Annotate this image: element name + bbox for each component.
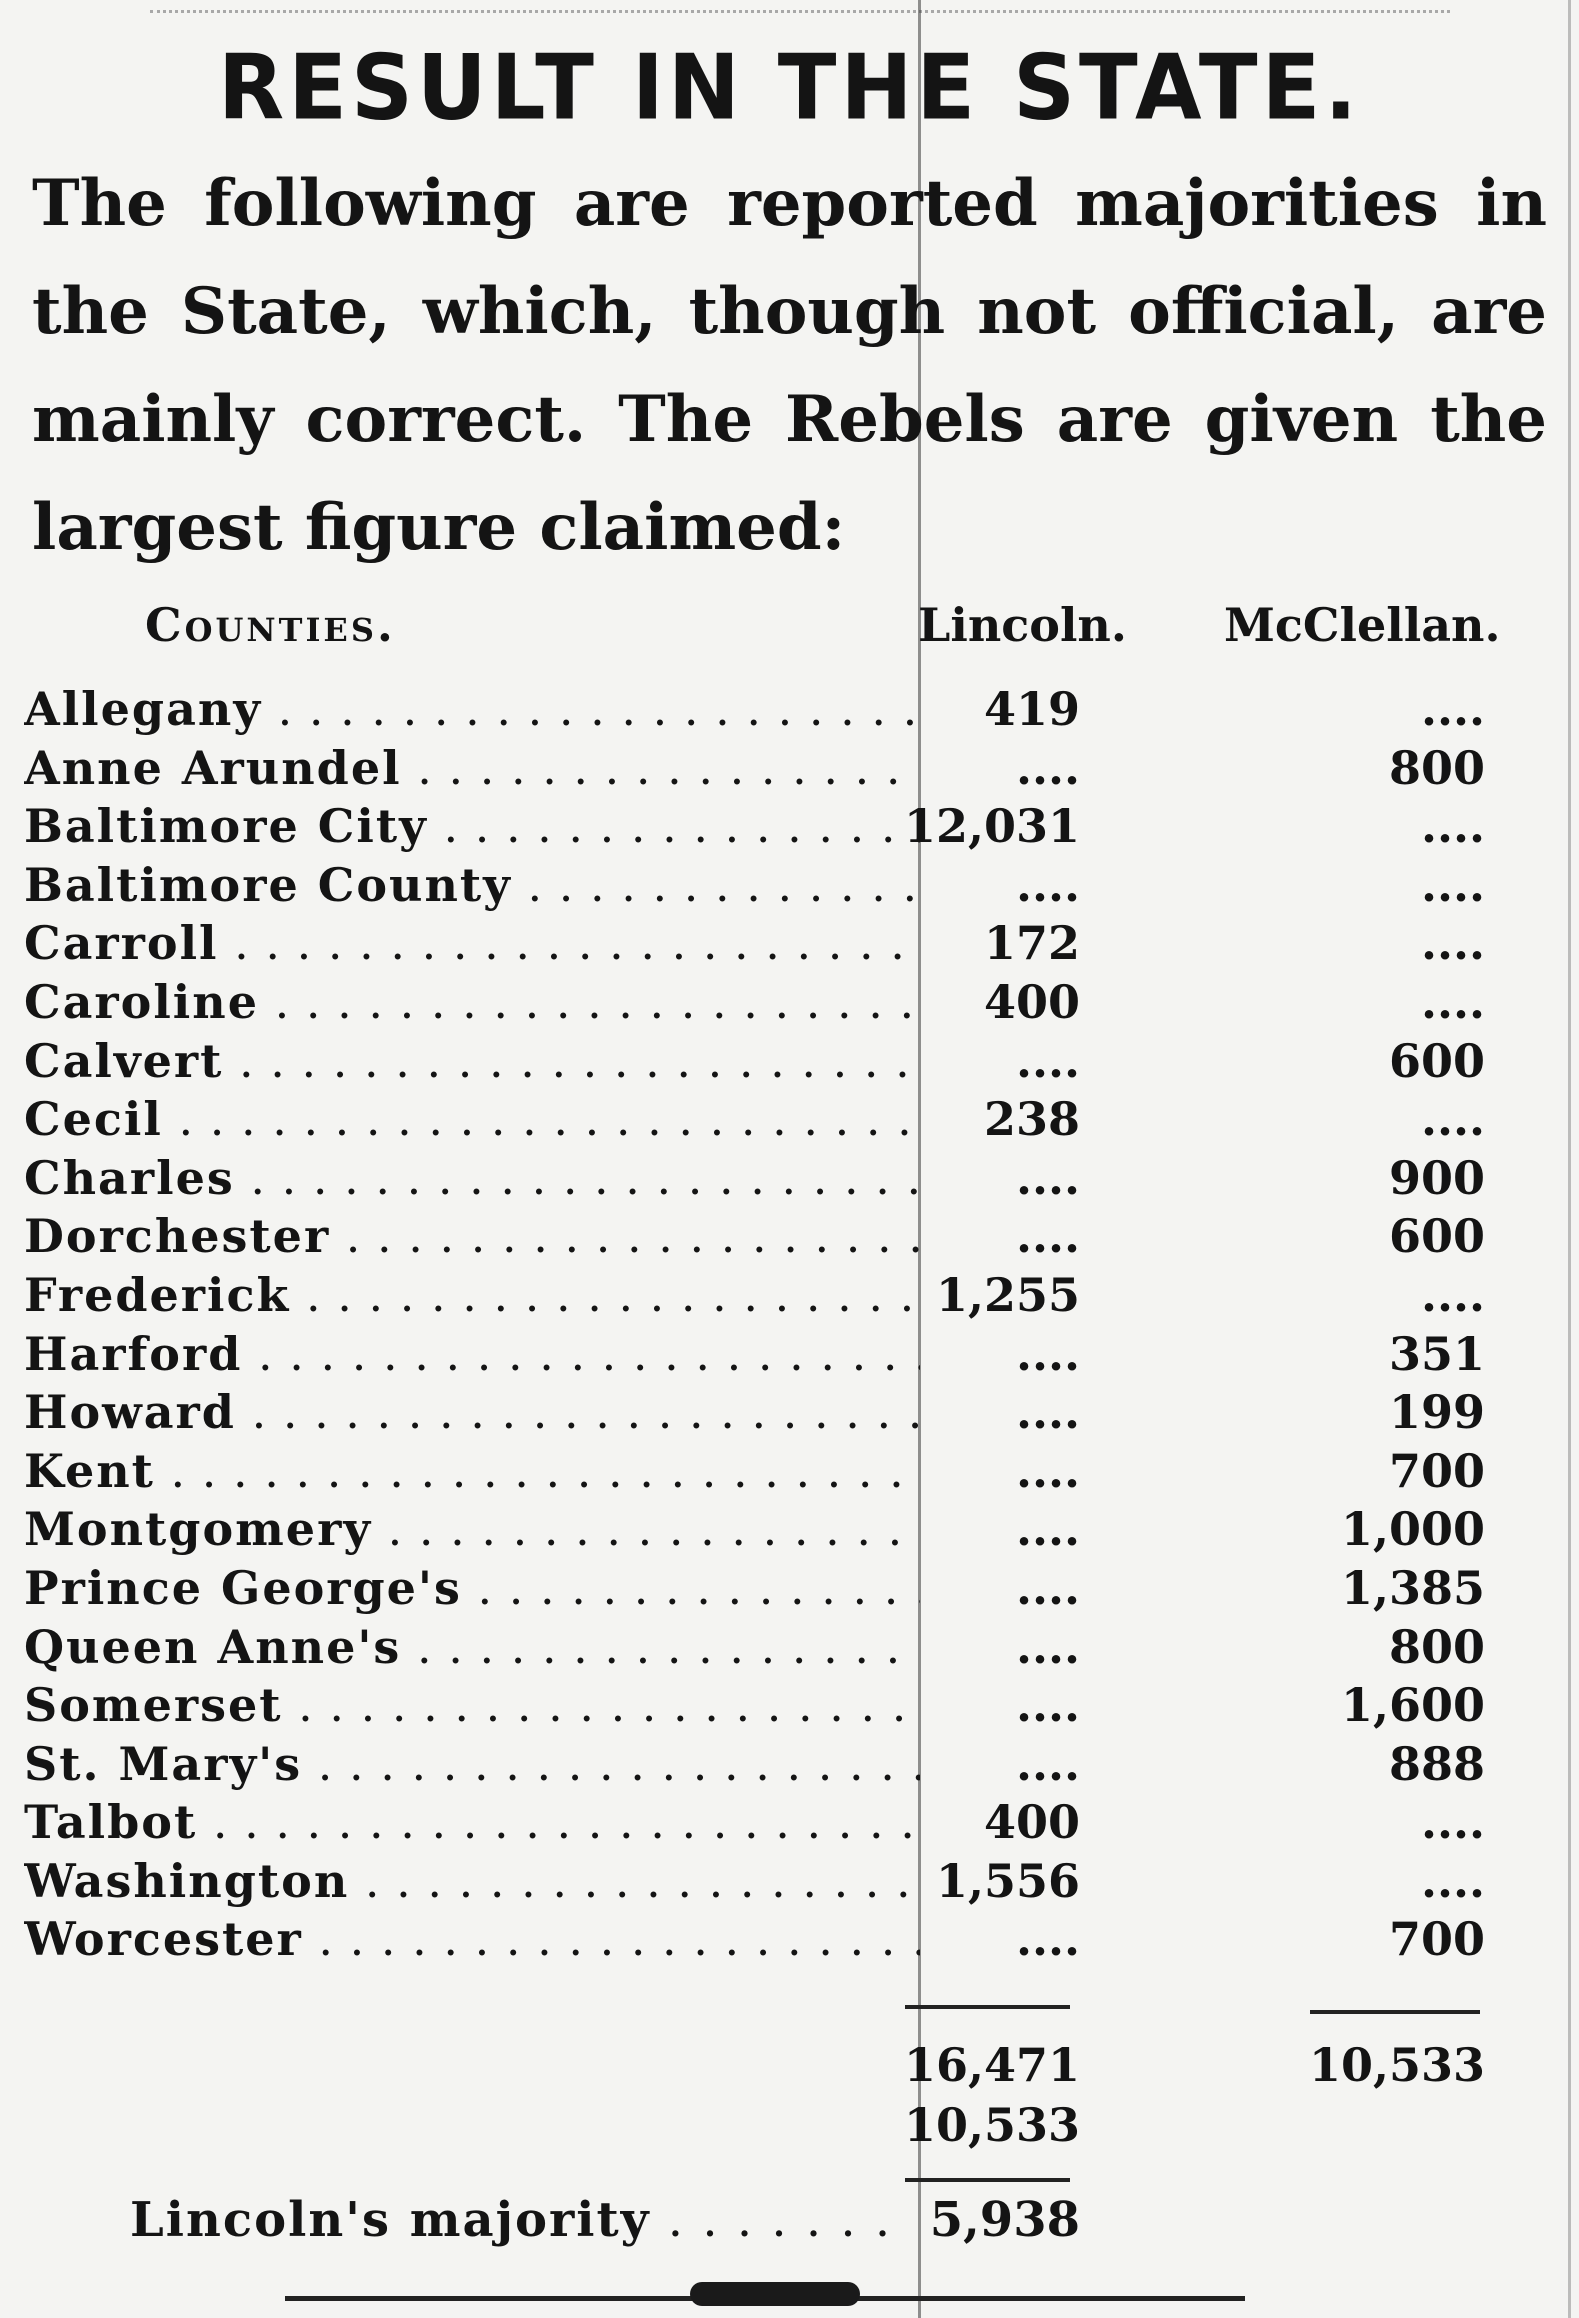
mcclellan-majority: ....: [1420, 1795, 1485, 1850]
ornament-dash: [690, 2282, 860, 2306]
county-name: Howard . . .: [24, 1383, 920, 1441]
county-name: Somerset . . .: [24, 1676, 920, 1734]
county-name: Baltimore City . . .: [24, 797, 920, 855]
table-row: [0, 797, 1579, 856]
lincoln-majority: ....: [1015, 1736, 1080, 1791]
county-name: Talbot . . .: [24, 1793, 920, 1851]
mcclellan-majority: 700: [1388, 1912, 1485, 1967]
mcclellan-majority: 900: [1388, 1150, 1485, 1205]
lincoln-majority: ....: [1015, 1912, 1080, 1967]
table-row: [0, 1735, 1579, 1794]
mcclellan-majority: 800: [1388, 1619, 1485, 1674]
mcclellan-majority: 1,385: [1340, 1560, 1485, 1615]
lincoln-majority: 1,556: [935, 1853, 1080, 1908]
county-name: Charles . . .: [24, 1149, 920, 1207]
mcclellan-majority: ....: [1420, 974, 1485, 1029]
county-name: Montgomery . . .: [24, 1500, 920, 1558]
lincoln-majority: 172: [983, 916, 1080, 971]
table-row: [0, 1266, 1579, 1325]
table-row: [0, 1383, 1579, 1442]
lincoln-majority: ....: [1015, 1619, 1080, 1674]
lincoln-majority: 400: [983, 974, 1080, 1029]
mcclellan-majority: ....: [1420, 1853, 1485, 1908]
lincoln-majority: ....: [1015, 1150, 1080, 1205]
mcclellan-majority: 1,600: [1340, 1678, 1485, 1733]
table-row: [0, 914, 1579, 973]
lincoln-majority: ....: [1015, 1326, 1080, 1381]
mcclellan-total: 10,533: [1308, 2038, 1485, 2092]
county-name: Cecil . . .: [24, 1090, 920, 1148]
intro-paragraph: The following are reported majorities in the State, which, though not official, are mainly correct. The Rebels are given the largest figure claimed:: [32, 166, 1547, 565]
table-row: [0, 1793, 1579, 1852]
lincoln-column-header: Lincoln.: [918, 598, 1127, 652]
table-row: [0, 1442, 1579, 1501]
mcclellan-majority: 888: [1388, 1736, 1485, 1791]
mcclellan-majority: ....: [1420, 799, 1485, 854]
lincoln-majority: ....: [1015, 1502, 1080, 1557]
lincoln-total: 16,471: [903, 2038, 1080, 2092]
mcclellan-majority: 700: [1388, 1443, 1485, 1498]
county-name: Worcester . . .: [24, 1910, 920, 1968]
lincoln-majority: ....: [1015, 1678, 1080, 1733]
table-row: [0, 1676, 1579, 1735]
county-name: Frederick . . .: [24, 1266, 920, 1324]
mcclellan-majority: 351: [1388, 1326, 1485, 1381]
lincoln-majority: ....: [1015, 740, 1080, 795]
county-name: Allegany . . .: [24, 680, 920, 738]
mcclellan-majority: ....: [1420, 682, 1485, 736]
majority-value: 5,938: [929, 2192, 1080, 2248]
table-row: [0, 1090, 1579, 1149]
county-results-table: [0, 680, 1579, 1969]
county-name: Carroll . . .: [24, 914, 920, 972]
lincoln-majority: 1,255: [935, 1267, 1080, 1322]
lincoln-majority: ....: [1015, 1560, 1080, 1615]
table-row: [0, 1559, 1579, 1618]
county-name: Calvert . . .: [24, 1032, 920, 1090]
lincoln-majority: 419: [983, 682, 1080, 736]
county-name: Dorchester . . .: [24, 1207, 920, 1265]
headline: RESULT IN THE STATE.: [217, 35, 1362, 141]
lincoln-majority: 400: [983, 1795, 1080, 1850]
table-row: [0, 1032, 1579, 1091]
mcclellan-majority: 1,000: [1340, 1502, 1485, 1557]
lincoln-majority: ....: [1015, 1033, 1080, 1088]
county-name: Washington . . .: [24, 1852, 920, 1910]
mcclellan-majority: ....: [1420, 1267, 1485, 1322]
table-row: [0, 739, 1579, 798]
table-row: [0, 856, 1579, 915]
table-row: [0, 1325, 1579, 1384]
county-name: St. Mary's . . .: [24, 1735, 920, 1793]
majority-rule: [905, 2178, 1070, 2182]
lincoln-majority: ....: [1015, 1385, 1080, 1440]
lincoln-majority: 12,031: [903, 799, 1080, 854]
counties-column-header: Counties.: [145, 598, 396, 652]
top-dotted-rule: [150, 0, 1450, 13]
table-row: [0, 973, 1579, 1032]
lincoln-majority: 238: [983, 1092, 1080, 1147]
county-name: Caroline . . .: [24, 973, 920, 1031]
table-row: [0, 1207, 1579, 1266]
county-name: Kent . . .: [24, 1442, 920, 1500]
mcclellan-column-header: McClellan.: [1224, 598, 1501, 652]
mcclellan-majority: 199: [1388, 1385, 1485, 1440]
mcclellan-majority: 600: [1388, 1209, 1485, 1264]
table-row: [0, 1910, 1579, 1969]
lincoln-sum-rule: [905, 2005, 1070, 2009]
table-row: [0, 1618, 1579, 1677]
majority-label: Lincoln's majority . . .: [130, 2192, 900, 2256]
mcclellan-majority: 600: [1388, 1033, 1485, 1088]
county-name: Baltimore County . . .: [24, 856, 920, 914]
table-row: [0, 1149, 1579, 1208]
county-name: Harford . . .: [24, 1325, 920, 1383]
lincoln-majority: ....: [1015, 857, 1080, 912]
lincoln-subtract-value: 10,533: [903, 2098, 1080, 2152]
lincoln-majority: ....: [1015, 1443, 1080, 1498]
county-name: Queen Anne's . . .: [24, 1618, 920, 1676]
mcclellan-majority: ....: [1420, 916, 1485, 971]
table-row: [0, 1500, 1579, 1559]
mcclellan-sum-rule: [1310, 2010, 1480, 2014]
table-row: [0, 680, 1579, 739]
county-name: Anne Arundel . . .: [24, 739, 920, 797]
mcclellan-majority: 800: [1388, 740, 1485, 795]
lincoln-majority: ....: [1015, 1209, 1080, 1264]
county-name: Prince George's . . .: [24, 1559, 920, 1617]
table-row: [0, 1852, 1579, 1911]
mcclellan-majority: ....: [1420, 1092, 1485, 1147]
mcclellan-majority: ....: [1420, 857, 1485, 912]
